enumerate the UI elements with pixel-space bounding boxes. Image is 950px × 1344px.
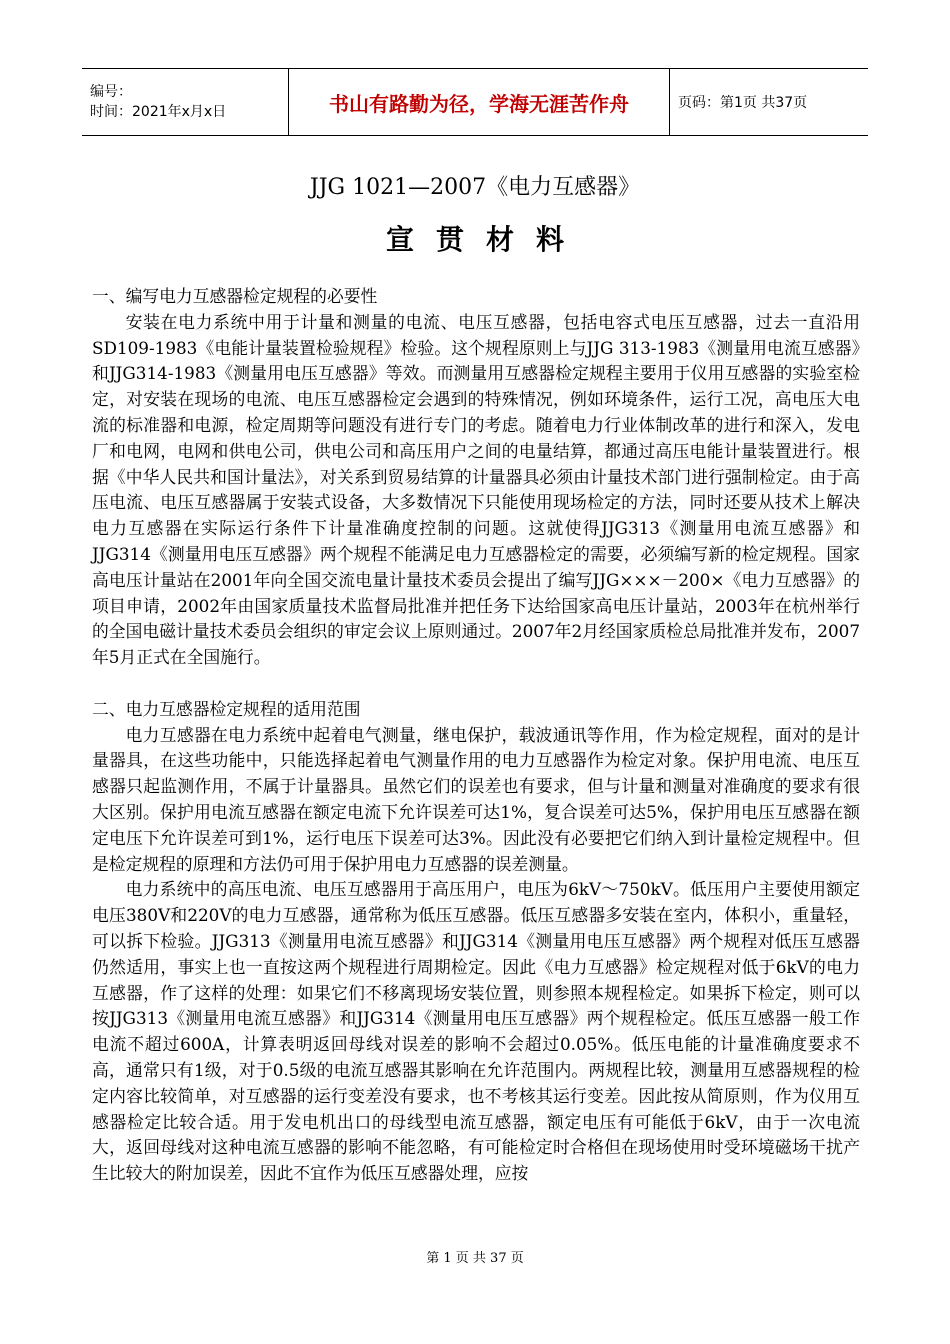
document-number-label: 编号： bbox=[90, 84, 132, 100]
section-2-paragraph-2: 电力系统中的高压电流、电压互感器用于高压用户，电压为6kV～750kV。低压用户主要使用额定电压380V和220V的电力互感器，通常称为低压互感器。低压互感器多安装在室内，体积小，重量轻，可以拆下检验。JJG313《测量用电流互感器》和JJG314《测量用电压互感器》两个规程对低压互感器仍然适用，事实上也一直按这两个规程进行周期检定。因此《电力互感器》检定规程对低于6kV的电力互感器，作了这样的处理：如果它们不移离现场安装位置，则参照本规程检定。如果拆下检定，则可以按JJG313《测量用电流互感器》和JJG314《测量用电压互感器》两个规程检定。低压互感器一般工作电流不超过600A，计算表明返回母线对误差的影响不会超过0.05%。低压电能的计量准确度要求不高，通常只有1级，对于0.5级的电流互感器其影响在允许范围内。两规程比较，测量用互感器规程的检定内容比较简单，对互感器的运行变差没有要求，也不考核其运行变差。因此按从简原则，作为仪用互感器检定比较合适。用于发电机出口的母线型电流互感器，额定电压有可能低于6kV，由于一次电流大，返回母线对这种电流互感器的影响不能忽略，有可能检定时合格但在现场使用时受环境磁场干扰产生比较大的附加误差，因此不宜作为低压互感器处理，应按 bbox=[92, 879, 860, 1184]
document-title: JJG 1021—2007《电力互感器》 bbox=[309, 175, 641, 200]
header-page-info: 页码：第1页 共37页 bbox=[670, 69, 869, 136]
section-heading-1: 一、编写电力互感器检定规程的必要性 bbox=[92, 286, 378, 306]
document-body bbox=[92, 284, 860, 1187]
section-heading-2: 二、电力互感器检定规程的适用范围 bbox=[92, 698, 361, 719]
document-header bbox=[82, 68, 868, 136]
section-1-paragraph-1: 安装在电力系统中用于计量和测量的电流、电压互感器，包括电容式电压互感器，过去一直沿用SD109-1983《电能计量装置检验规程》检验。这个规程原则上与JJG 313-1983《测量用电流互感器》和JJG314-1983《测量用电压互感器》等效。而测量用互感器检定规程主要用于仪用互感器的实验室检定，对安装在现场的电流、电压互感器检定会遇到的特殊情况，例如环境条件，运行工况，高电压大电流的标准器和电源，检定周期等问题没有进行专门的考虑。随着电力行业体制改革的进行和深入，发电厂和电网，电网和供电公司，供电公司和高压用户之间的电量结算，都通过高压电能计量装置进行。根据《中华人民共和国计量法》，对关系到贸易结算的计量器具必须由计量技术部门进行强制检定。由于高压电流、电压互感器属于安装式设备，大多数情况下只能使用现场检定的方法，同时还要从技术上解决电力互感器在实际运行条件下计量准确度控制的问题。这就使得JJG313《测量用电流互感器》和JJG314《测量用电压互感器》两个规程不能满足电力互感器检定的需要，必须编写新的检定规程。国家高电压计量站在2001年向全国交流电量计量技术委员会提出了编写JJG×××－200×《电力互感器》的项目申请，2002年由国家质量技术监督局批准并把任务下达给国家高电压计量站，2003年在杭州举行的全国电磁计量技术委员会组织的审定会议上原则通过。2007年2月经国家质检总局批准并发布，2007年5月正式在全国施行。 bbox=[92, 311, 860, 668]
page-footer: 第 1 页 共 37 页 bbox=[426, 1251, 524, 1266]
header-meta bbox=[82, 69, 289, 136]
header-motto: 书山有路勤为径，学海无涯苦作舟 bbox=[289, 69, 670, 136]
document-subtitle: 宣贯材料 bbox=[385, 223, 586, 256]
document-date: 时间：2021年x月x日 bbox=[90, 104, 227, 120]
section-spacer bbox=[92, 671, 860, 697]
section-2-paragraph-1: 电力互感器在电力系统中起着电气测量，继电保护，载波通讯等作用，作为检定规程，面对的是计量器具，在这些功能中，只能选择起着电气测量作用的电力互感器作为检定对象。保护用电流、电压互感器只起监测作用，不属于计量器具。虽然它们的误差也有要求，但与计量和测量对准确度的要求有很大区别。保护用电流互感器在额定电流下允许误差可达1%，复合误差可达5%，保护用电压互感器在额定电压下允许误差可到1%，运行电压下误差可达3%。因此没有必要把它们纳入到计量检定规程中。但是检定规程的原理和方法仍可用于保护用电力互感器的误差测量。 bbox=[92, 724, 860, 874]
